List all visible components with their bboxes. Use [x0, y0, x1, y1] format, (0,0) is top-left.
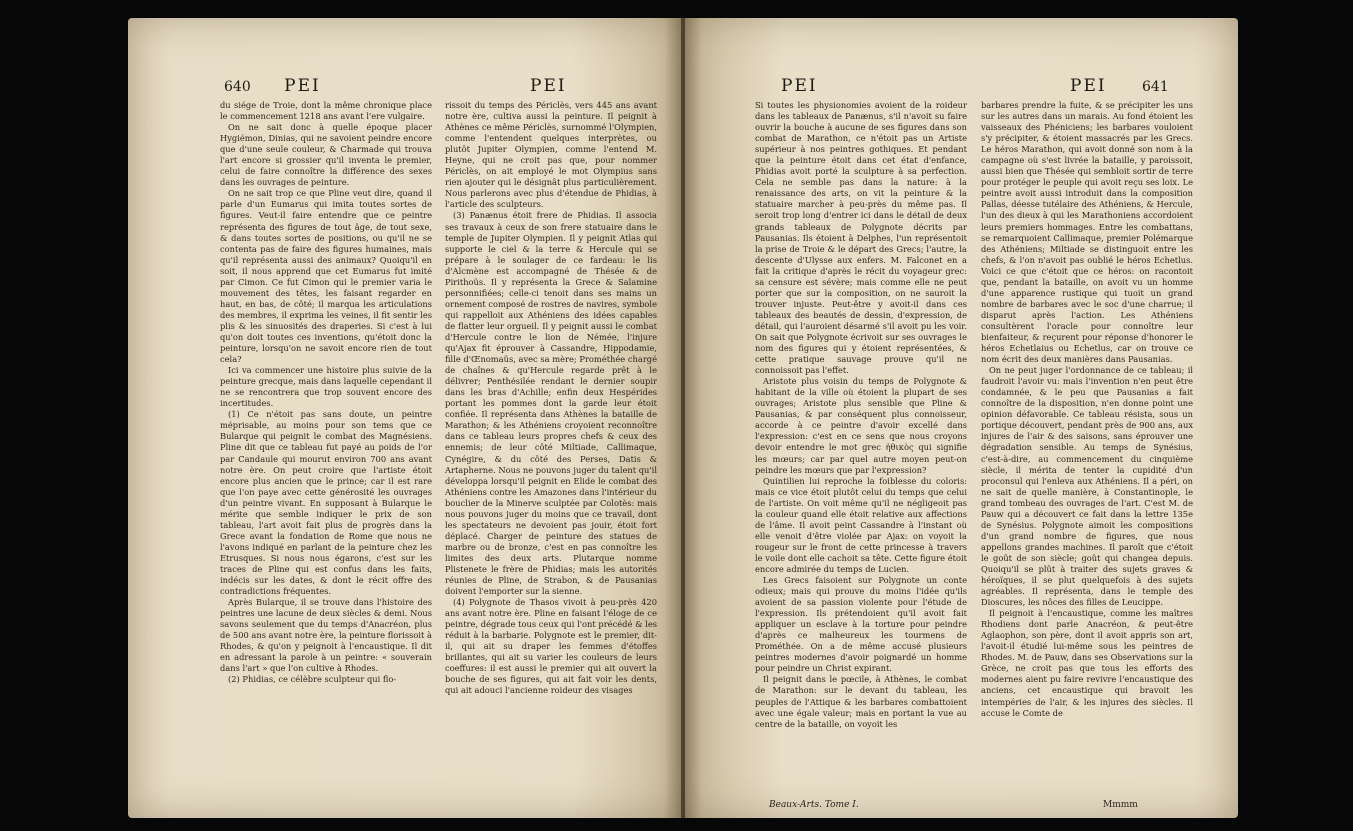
left-header-word: PEI: [284, 76, 321, 96]
paragraph: du siége de Troie, dont la même chronique place le commencement 1218 ans avant l'ere vulgaire.: [220, 100, 432, 122]
paragraph: Aristote plus voisin du temps de Polygnote & habitant de la ville où étoient la plupart de ses ouvrages; Aristote plus sensible que Pline & Pausanias, & par conséquent plus connoisseur, accorde à ce peintre d'avoir excellé dans l'expression: c'est en ce sens que nous croyons devoir entendre le mot grec ἠθικὸς qui signifie les mœurs; car par quel autre moyen peut-on peindre les mœurs que par l'expression?: [755, 376, 967, 475]
paragraph: barbares prendre la fuite, & se précipiter les uns sur les autres dans un marais. Au fond étoient les vaisseaux des Phéniciens; les barbares vouloient s'y précipiter, & étoient massacrés par les Grecs. Le héros Marathon, qui avoit donné son nom à la campagne où s'est livrée la bataille, y paroissoit, aussi bien que Thésée qui sembloit sortir de terre pour protéger le peuple qui avoit reçu ses loix. Le peintre avoit aussi introduit dans la composition Pallas, déesse tutélaire des Athéniens, & Hercule, l'un des dieux à qui les Marathoniens accordoient leurs premiers hommages. Entre les combattans, se remarquoient Callimaque, premier Polémarque des Athéniens; Miltiade se distinguoit entre les chefs, & l'on n'avoit pas oublié le héros Echetlus. Voici ce que c'étoit que ce héros: on racontoit que, pendant la bataille, on avoit vu un homme d'une apparence rustique qui tuoit un grand nombre de barbares avec le soc d'une charrue; il disparut après l'action. Les Athéniens consultèrent l'oracle pour connoître leur bienfaiteur, & reçurent pour réponse d'honorer le héros Echetlaius ou Echetlus, car on trouve ce nom écrit des deux manières dans Pausanias.: [981, 100, 1193, 365]
paragraph: Il peignoit à l'encaustique, comme les maîtres Rhodiens dont parle Anacréon, & peut-être Aglaophon, son père, dont il avoit appris son art, l'avoit-il étudié lui-même sous les peintres de Rhodes. M. de Pauw, dans ses Observations sur la Grèce, ne croit pas que tous les efforts des modernes aient pu faire revivre l'encaustique des anciens, cet encaustique qui bravoit les intempéries de l'air, & les injures des siècles. Il accuse le Comte de: [981, 608, 1193, 718]
left-header-word-right: PEI: [530, 76, 567, 96]
paragraph: Si toutes les physionomies avoient de la roideur dans les tableaux de Panænus, s'il n'avoit su faire ouvrir la bouche à aucune de ses figures dans son combat de Marathon, ce n'étoit pas un Artiste supérieur à nos peintres gothiques. Et pendant que la peinture étoit dans cet état d'enfance, Phidias avoit porté la sculpture à sa perfection. Cela ne semble pas dans la nature: à la renaissance des arts, on vit la peinture & la statuaire marcher à peu-près du même pas. Il seroit trop long d'entrer ici dans le détail de deux grands tableaux de Polygnote décrits par Pausanias. Ils étoient à Delphes, l'un représentoit la prise de Troie & le départ des Grecs; l'autre, la descente d'Ulysse aux enfers. M. Falconet en a fait la critique d'après le récit du voyageur grec: sa censure est sévère; mais comme elle ne peut porter que sur la composition, on ne sauroit la trouver injuste. Peut-être y avoit-il dans ces tableaux des beautés de dessin, d'expression, de détail, qui l'auroient désarmé s'il avoit pu les voir. On sait que Polygnote écrivoit sur ses ouvrages le nom des figures qui y étoient représentées, & cette pratique sauvage prouve qu'il ne connoissoit pas l'effet.: [755, 100, 967, 376]
paragraph: (1) Ce n'étoit pas sans doute, un peintre méprisable, au moins pour son tems que ce Bularque qui peignit le combat des Magnésiens. Pline dit que ce tableau fut payé au poids de l'or par Candaule qui mourut environ 700 ans avant notre ère. On peut croire que l'artiste étoit encore plus ancien que le prince; car il est rare que l'on paye avec cette générosité les ouvrages d'un peintre vivant. En supposant à Bularque le mérite que semble indiquer le prix de son tableau, l'art avoit fait plus de progrès dans la Grece avant la fondation de Rome que nous ne l'avons indiqué en parlant de la peinture chez les Etrusques. Si nous nous égarons, c'est sur les traces de Pline qui est confus dans les faits, indécis sur les dates, & dont le récit offre des contradictions fréquentes.: [220, 409, 432, 597]
paragraph: rissoit du temps des Périclès, vers 445 ans avant notre ère, cultiva aussi la peinture. Il peignit à Athènes ce même Périclès, surnommé l'Olympien, comme l'entendent quelques interprètes, ou plutôt Jupiter Olympien, comme l'entend M. Heyne, qui ne croit pas que, pour nommer Périclès, on ait employé le mot Olympius sans rien ajouter qui le désignât plus particulièrement. Nous parlerons avec plus d'étendue de Phidias, à l'article des sculpteurs.: [445, 100, 657, 210]
left-column-2: [445, 100, 657, 800]
right-header-word: PEI: [1070, 76, 1107, 96]
paragraph: Les Grecs faisoient sur Polygnote un conte odieux; mais qui prouve du moins l'idée qu'ils avoient de sa passion violente pour l'étude de l'expression. Ils prétendoient qu'il avoit fait appliquer un esclave à la torture pour peindre d'après ce malheureux les tourmens de Prométhée. On a de même accusé plusieurs peintres modernes d'avoir poignardé un homme pour peindre un Christ expirant.: [755, 575, 967, 674]
left-page-header: [224, 76, 321, 96]
paragraph: Après Bularque, il se trouve dans l'histoire des peintres une lacune de deux siècles & demi. Nous savons seulement que du temps d'Anacréon, plus de 500 ans avant notre ère, la peinture florissoit à Rhodes, & qu'on y peignoit à l'encaustique. Il dit en adressant la parole à un peintre: « souverain dans l'art » que l'on cultive à Rhodes.: [220, 597, 432, 674]
paragraph: Ici va commencer une histoire plus suivie de la peinture grecque, mais dans laquelle cependant il ne se rencontrera que trop souvent encore des incertitudes.: [220, 365, 432, 409]
right-column-1: [755, 100, 967, 800]
right-page-number: 641: [1141, 79, 1169, 95]
paragraph: On ne sait donc à quelle époque placer Hygiémon, Dinias, qui ne savoient peindre encore que d'une seule couleur, & Charmade qui trouva l'art encore si grossier qu'il inventa le premier, celui de faire connoître la différence des sexes dans les ouvrages de peinture.: [220, 122, 432, 188]
paragraph: Il peignit dans le pœcile, à Athènes, le combat de Marathon: sur le devant du tableau, les peuples de l'Attique & les barbares combattoient avec une égale valeur; mais en portant la vue au centre de la bataille, on voyoit les: [755, 674, 967, 729]
paragraph: (4) Polygnote de Thasos vivoit à peu-près 420 ans avant notre ère. Pline en faisant l'éloge de ce peintre, dégrade tous ceux qui l'ont précédé & les réduit à la barbarie. Polygnote est le premier, dit-il, qui ait su draper les femmes d'étoffes brillantes, qui ait su varier les couleurs de leurs coeffures: il est aussi le premier qui ait ouvert la bouche de ses figures, qui ait fait voir les dents, qui ait adouci l'ancienne roideur des visages: [445, 597, 657, 696]
paragraph: Quintilien lui reproche la foiblesse du coloris: mais ce vice étoit plutôt celui du temps que celui de l'artiste. On voit même qu'il ne négligeoit pas la couleur quand elle étoit relative aux affections de l'âme. Il avoit peint Cassandre à l'instant où elle venoit d'être violée par Ajax: on voyoit la rougeur sur le front de cette princesse à travers le voile dont elle cachoit sa tête. Cette figure étoit encore admirée du temps de Lucien.: [755, 475, 967, 574]
paragraph: (2) Phidias, ce célèbre sculpteur qui flo-: [228, 674, 397, 685]
paragraph: On ne sait trop ce que Pline veut dire, quand il parle d'un Eumarus qui imita toutes sortes de figures. Veut-il faire entendre que ce peintre représenta des figures de tout âge, de tout sexe, & dans toutes sortes de positions, ou qu'il ne se contenta pas de faire des figures humaines, mais qu'il représenta aussi des animaux? Quoiqu'il en soit, il nous apprend que cet Eumarus fut imité par Cimon. Ce fut Cimon qui le premier varia le mouvement des têtes, les faisant regarder en haut, en bas, de côté; il marqua les articulations des membres, il exprima les veines, il fit sentir les plis & les sinuosités des draperies. Si c'est à lui qu'on doit toutes ces inventions, qu'étoit donc la peinture, lorsqu'on ne savoit encore rien de tout cela?: [220, 188, 432, 365]
left-page: [128, 18, 681, 818]
footer-signature: Mmmm: [1103, 800, 1138, 810]
right-page: [685, 18, 1238, 818]
left-column-1: [220, 100, 432, 800]
right-page-header: [1070, 76, 1169, 96]
paragraph: (3) Panænus étoit frere de Phidias. Il associa ses travaux à ceux de son frere statuaire dans le temple de Jupiter Olympien. Il y peignit Atlas qui supporte le ciel & la terre & Hercule qui se prépare à le soulager de ce fardeau: le lis d'Alcmène est accompagné de Thésée & de Pirithoüs. Il y représenta la Grece & Salamine personnifiées; celle-ci tenoit dans ses mains un ornement composé de rostres de navires, symbole qui rappelloit aux Athéniens des idées capables de flatter leur orgueil. Il y peignit aussi le combat d'Hercule contre le lion de Némée, l'injure qu'Ajax fit éprouver à Cassandre, Hippodamie, fille d'Œnomaüs, avec sa mère; Prométhée chargé de chaînes & qu'Hercule regarde prêt à le délivrer; Penthésilée rendant le dernier soupir dans les bras d'Achille; enfin deux Hespérides portant les pommes dont la garde leur étoit confiée. Il représenta dans Athènes la bataille de Marathon; & les Athéniens croyoient reconnoître dans ce tableau leurs propres chefs & ceux des ennemis; de leur côté Miltiade, Callimaque, Cynégire, & du côté des Perses, Datis & Artapherne. Nous ne pouvons juger du talent qu'il développa lorsqu'il peignit en Elide le combat des Athéniens contre les Amazones dans l'intérieur du bouclier de la Minerve sculptée par Colotès: mais nous pouvons juger du moins que ce travail, dont les spectateurs ne devoient pas jouir, étoit fort déplacé. Charger de peinture des statues de marbre ou de bronze, c'est en pas connoître les limites des deux arts. Plutarque nomme Plistenete le frère de Phidias; mais les autorités réunies de Pline, de Strabon, & de Pausanias doivent l'emporter sur la sienne.: [445, 210, 657, 597]
right-header-word-left: PEI: [781, 76, 818, 96]
footer-volume: Beaux-Arts. Tome I.: [769, 800, 859, 810]
paragraph: On ne peut juger l'ordonnance de ce tableau; il faudroit l'avoir vu: mais l'invention n'en peut être condamnée, & le peu que Pausanias a fait connoître de la disposition, n'en donne point une opinion défavorable. Ce tableau résista, sous un portique découvert, pendant près de 900 ans, aux injures de l'air & des saisons, sans éprouver une dégradation sensible. Au temps de Synésius, c'est-à-dire, au commencement du cinquième siècle, il mérita de tenter la cupidité d'un proconsul qui l'enleva aux Athéniens. Il a péri, on ne sait de quelle manière, à Constantinople, le grand tombeau des ouvrages de l'art. C'est M. de Pauw qui a découvert ce fait dans la lettre 135e de Synésius. Polygnote aimoit les compositions d'un grand nombre de figures, que nous appellons grandes machines. Il paroît que c'étoit le goût de son siècle; goût qui changea depuis. Quoiqu'il se plût à traiter des sujets graves & héroïques, il se plut quelquefois à des sujets agréables. Il représenta, dans le temple des Dioscures, les nôces des filles de Leucippe.: [981, 365, 1193, 608]
left-page-number: 640: [224, 79, 251, 95]
open-book: [128, 18, 1238, 818]
right-column-2: [981, 100, 1193, 800]
